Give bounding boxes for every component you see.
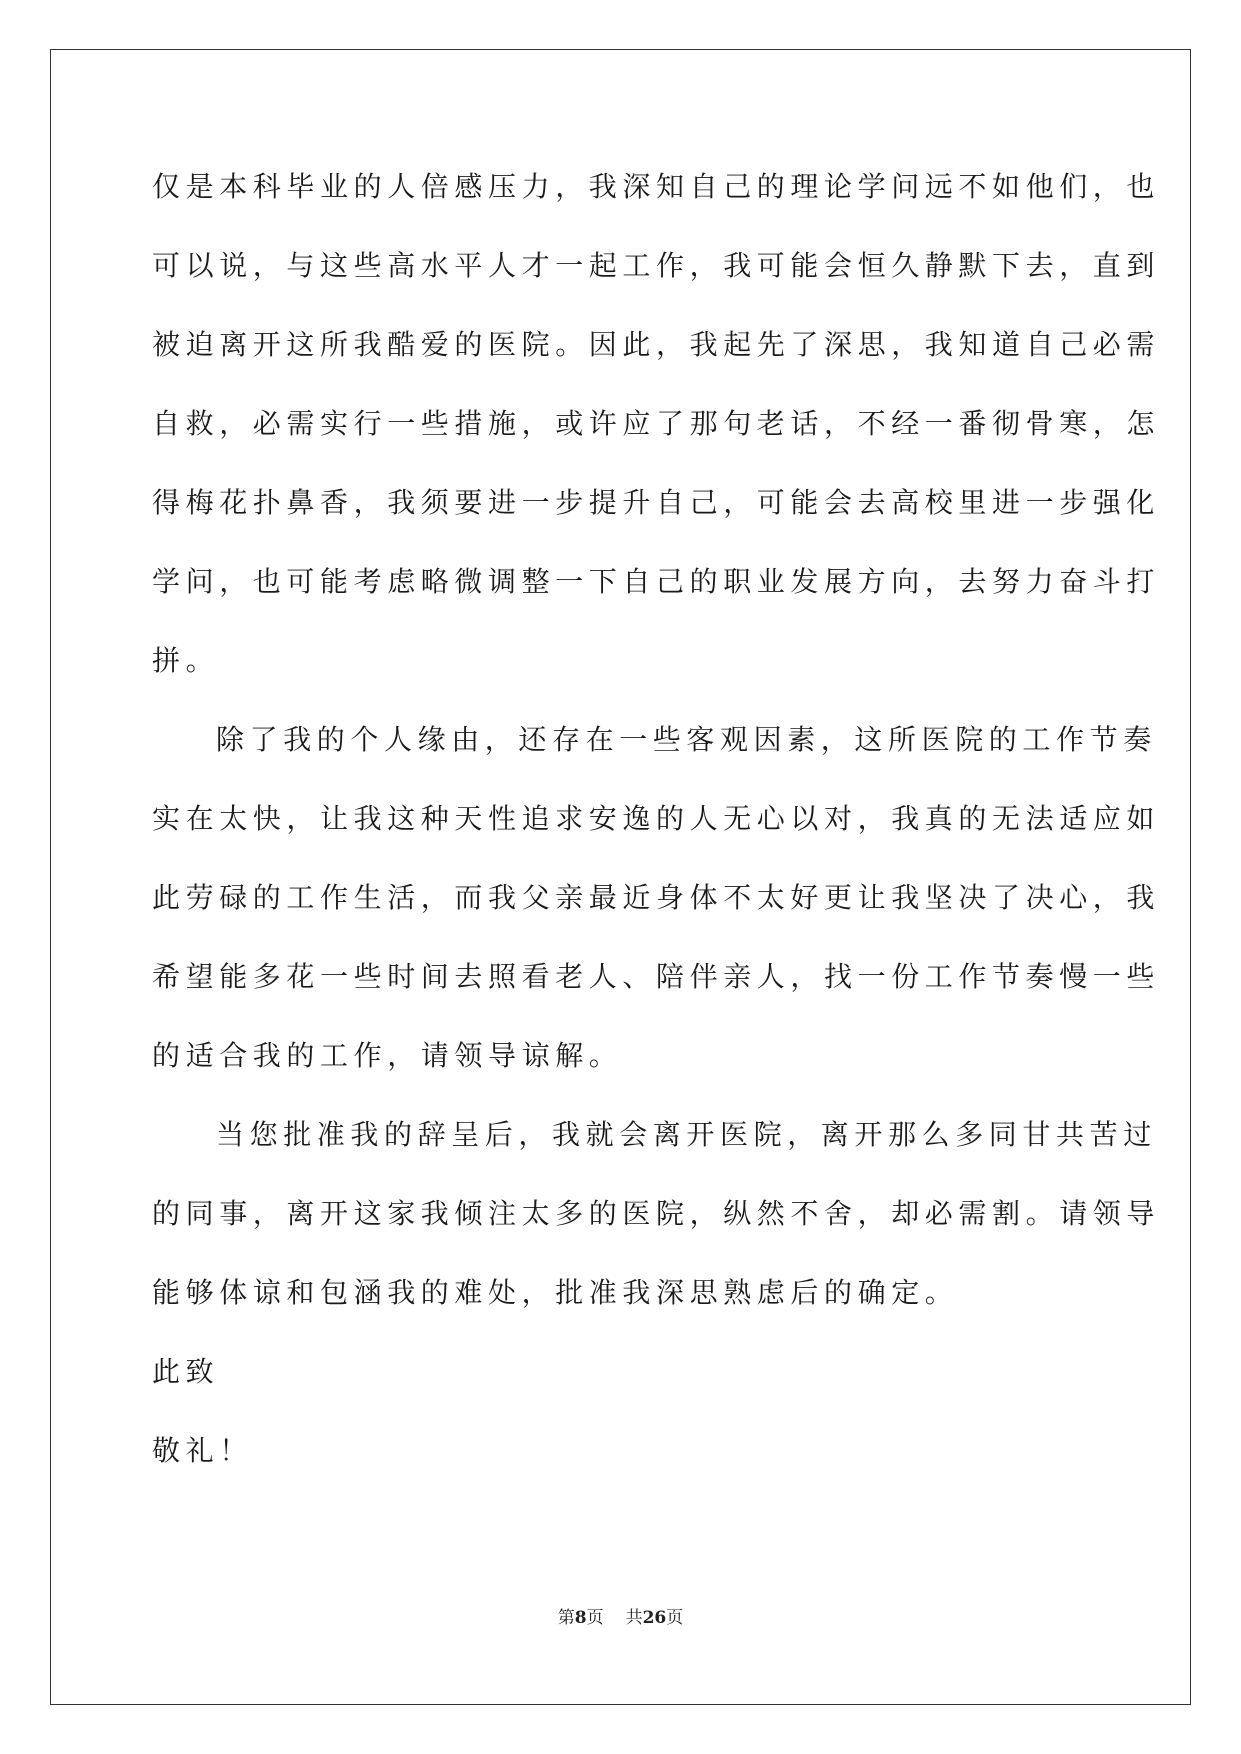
text-line-6: 学问，也可能考虑略微调整一下自己的职业发展方向，去努力奋斗打 bbox=[152, 565, 1161, 598]
letter-body bbox=[152, 162, 1161, 1505]
closing-regards: 敬礼！ bbox=[152, 1434, 253, 1467]
text-line-1: 仅是本科毕业的人倍感压力，我深知自己的理论学问远不如他们，也 bbox=[152, 170, 1161, 203]
page-footer bbox=[0, 1603, 1241, 1628]
paragraph-3-line-2: 的同事，离开这家我倾注太多的医院，纵然不舍，却必需割。请领导 bbox=[152, 1197, 1161, 1230]
text-line-5: 得梅花扑鼻香，我须要进一步提升自己，可能会去高校里进一步强化 bbox=[152, 486, 1161, 519]
paragraph-2-line-1: 除了我的个人缘由，还存在一些客观因素，这所医院的工作节奏 bbox=[216, 723, 1157, 756]
text-line-2: 可以说，与这些高水平人才一起工作，我可能会恒久静默下去，直到 bbox=[152, 249, 1161, 282]
paragraph-2-line-4: 希望能多花一些时间去照看老人、陪伴亲人，找一份工作节奏慢一些 bbox=[152, 960, 1161, 993]
text-line-4: 自救，必需实行一些措施，或许应了那句老话，不经一番彻骨寒，怎 bbox=[152, 407, 1161, 440]
closing-salutation: 此致 bbox=[152, 1355, 220, 1388]
page-number: 8 bbox=[574, 1608, 587, 1628]
paragraph-2-line-5: 的适合我的工作，请领导谅解。 bbox=[152, 1039, 623, 1072]
paragraph-2-line-3: 此劳碌的工作生活，而我父亲最近身体不太好更让我坚决了决心，我 bbox=[152, 881, 1161, 914]
text-line-3: 被迫离开这所我酷爱的医院。因此，我起先了深思，我知道自己必需 bbox=[152, 328, 1161, 361]
paragraph-3-line-1: 当您批准我的辞呈后，我就会离开医院，离开那么多同甘共苦过 bbox=[216, 1118, 1157, 1151]
total-suffix: 页 bbox=[666, 1608, 684, 1628]
page-prefix: 第 bbox=[557, 1608, 575, 1628]
text-line-7: 拼。 bbox=[152, 644, 220, 677]
page-suffix: 页 bbox=[586, 1608, 604, 1628]
total-prefix: 共 bbox=[625, 1608, 643, 1628]
total-pages: 26 bbox=[642, 1608, 667, 1628]
paragraph-2-line-2: 实在太快，让我这种天性追求安逸的人无心以对，我真的无法适应如 bbox=[152, 802, 1161, 835]
paragraph-3-line-3: 能够体谅和包涵我的难处，批准我深思熟虑后的确定。 bbox=[152, 1276, 959, 1309]
